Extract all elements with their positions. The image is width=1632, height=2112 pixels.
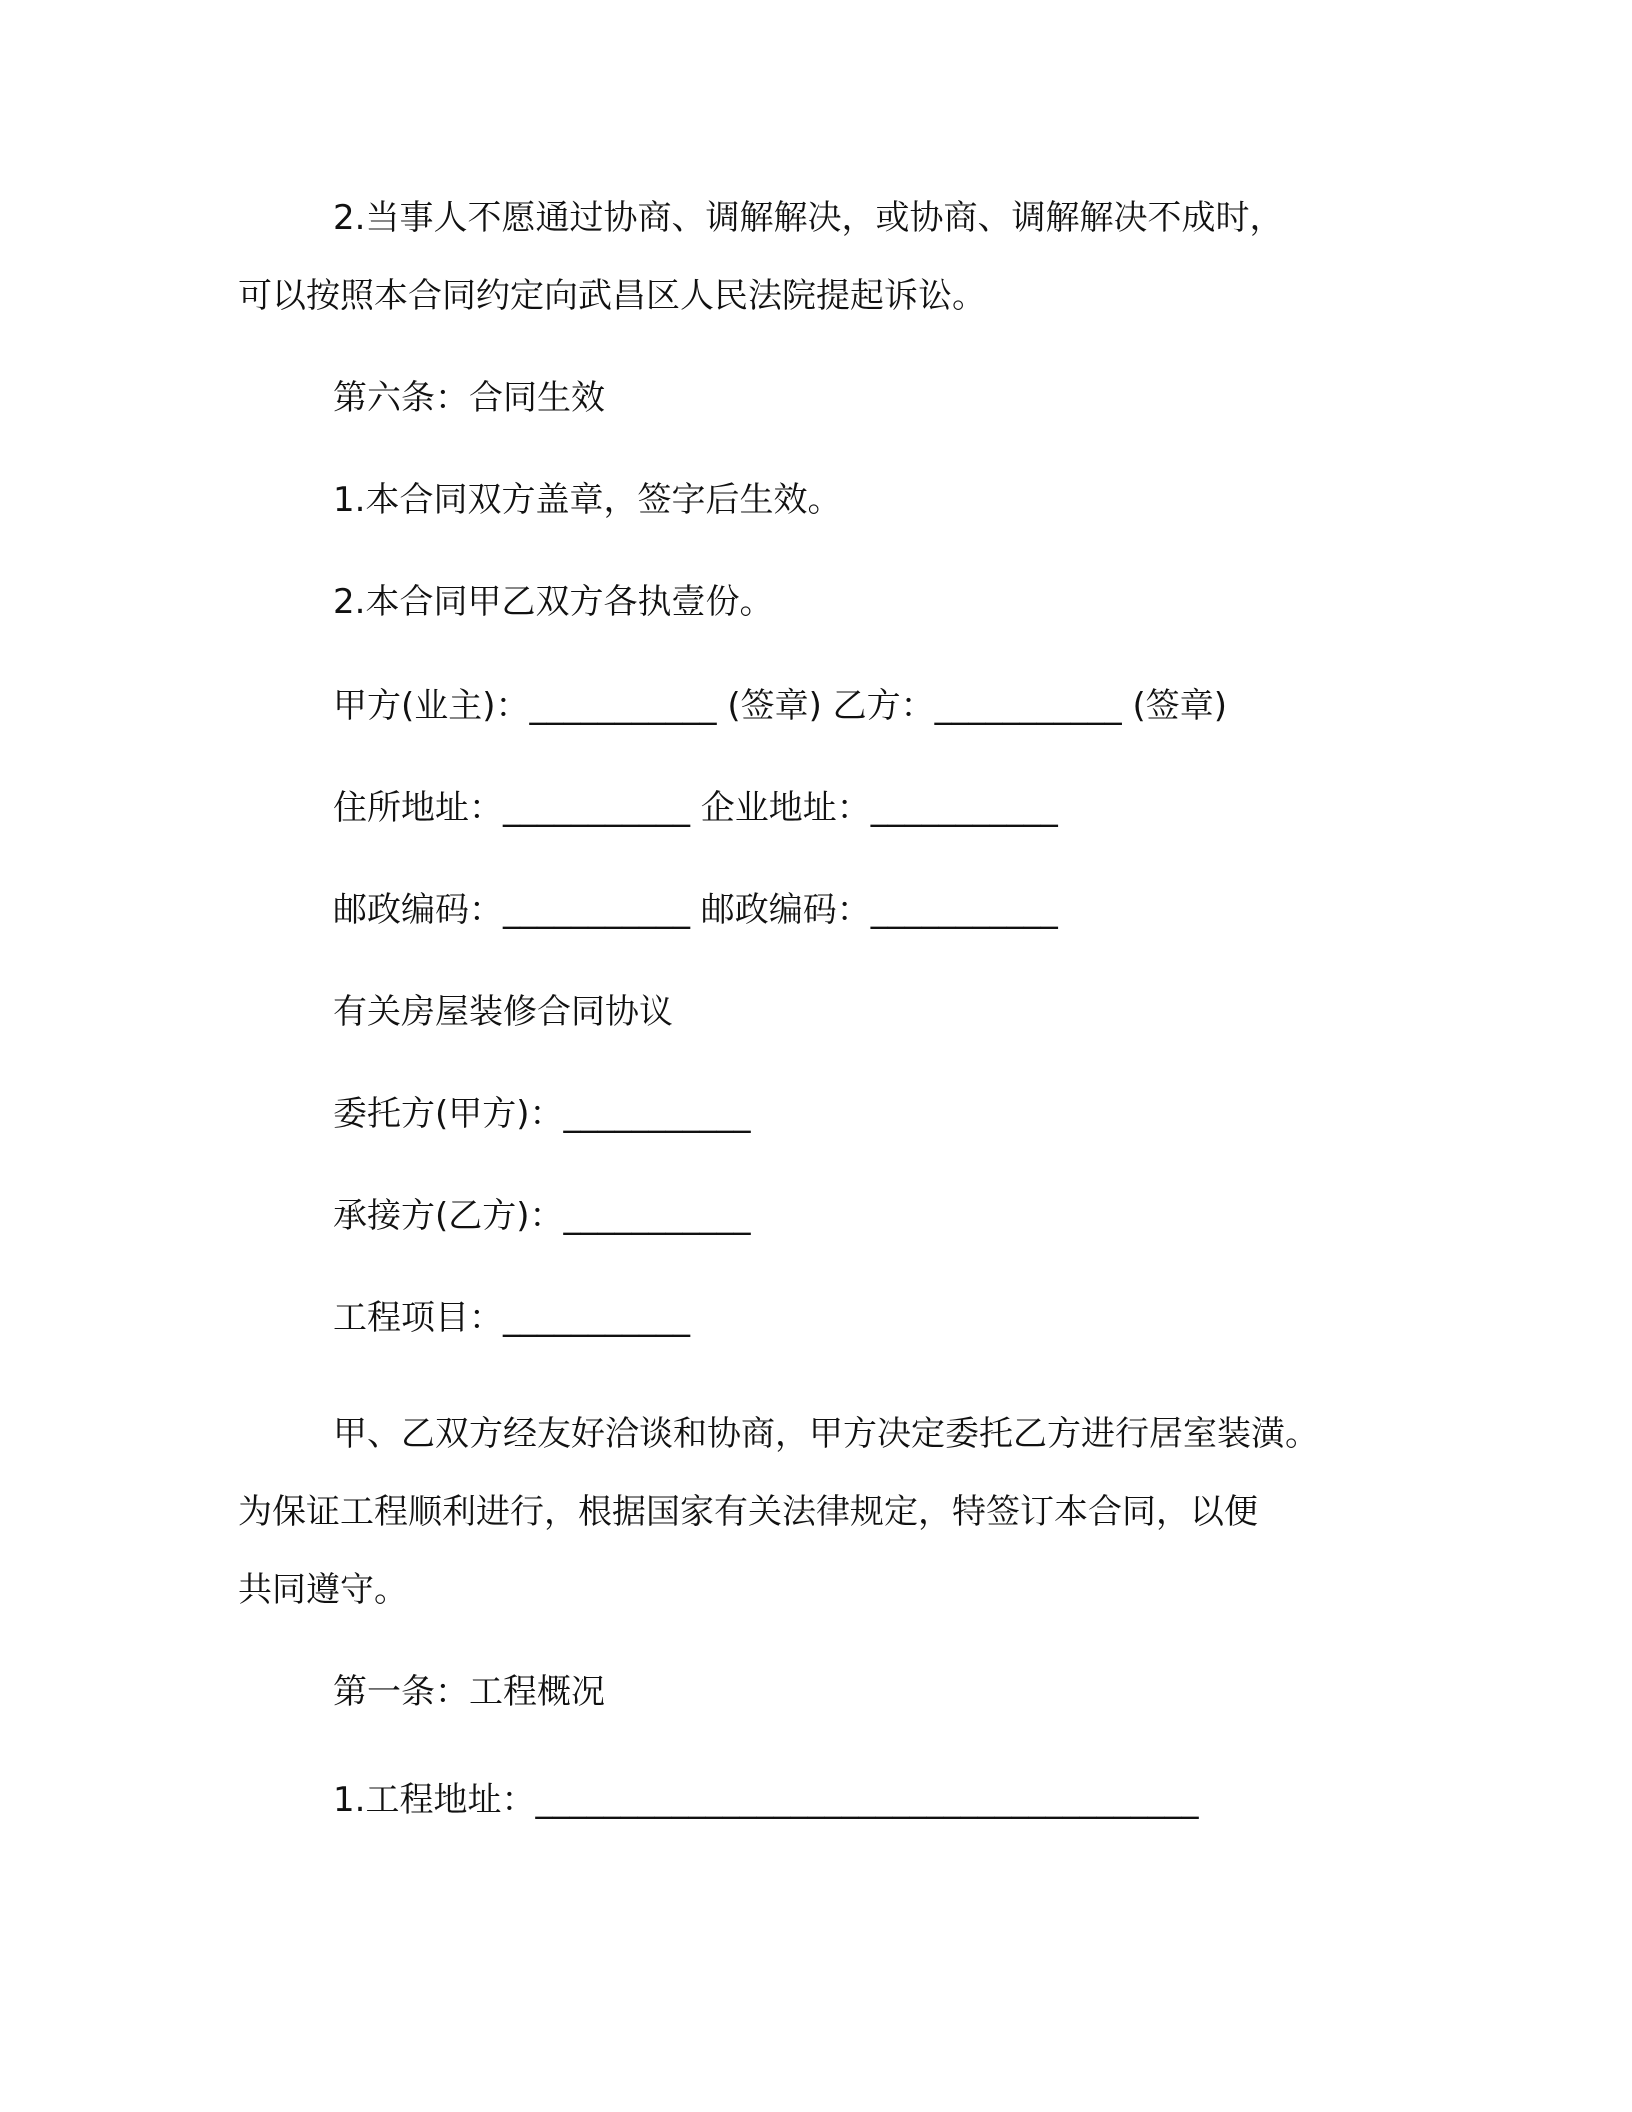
signature-party-line: 甲方(业主)：___________ (签章) 乙方：___________ (签章) [333,686,1228,726]
clause-1-heading: 第一条：工程概况 [333,1672,605,1712]
clause-6-item-2: 2.本合同甲乙双方各执壹份。 [333,582,774,622]
preamble-line-1: 甲、乙双方经友好洽谈和协商，甲方决定委托乙方进行居室装潢。 [333,1414,1319,1454]
postal-code-line: 邮政编码：___________ 邮政编码：___________ [333,890,1058,930]
clause-5-item-2-line-1: 2.当事人不愿通过协商、调解解决，或协商、调解解决不成时， [333,198,1284,238]
preamble-line-2: 为保证工程顺利进行，根据国家有关法律规定，特签订本合同，以便 [238,1492,1258,1532]
clause-6-heading: 第六条：合同生效 [333,378,605,418]
clause-5-item-2-line-2: 可以按照本合同约定向武昌区人民法院提起诉讼。 [238,276,986,316]
clause-6-item-1: 1.本合同双方盖章，签字后生效。 [333,480,842,520]
client-party-line: 委托方(甲方)：___________ [333,1094,751,1134]
project-line: 工程项目：___________ [333,1298,690,1338]
agreement-title: 有关房屋装修合同协议 [333,992,673,1032]
address-line: 住所地址：___________ 企业地址：___________ [333,788,1058,828]
project-address-line: 1.工程地址：_______________________________________ [333,1780,1199,1820]
preamble-line-3: 共同遵守。 [238,1570,408,1610]
contractor-party-line: 承接方(乙方)：___________ [333,1196,751,1236]
